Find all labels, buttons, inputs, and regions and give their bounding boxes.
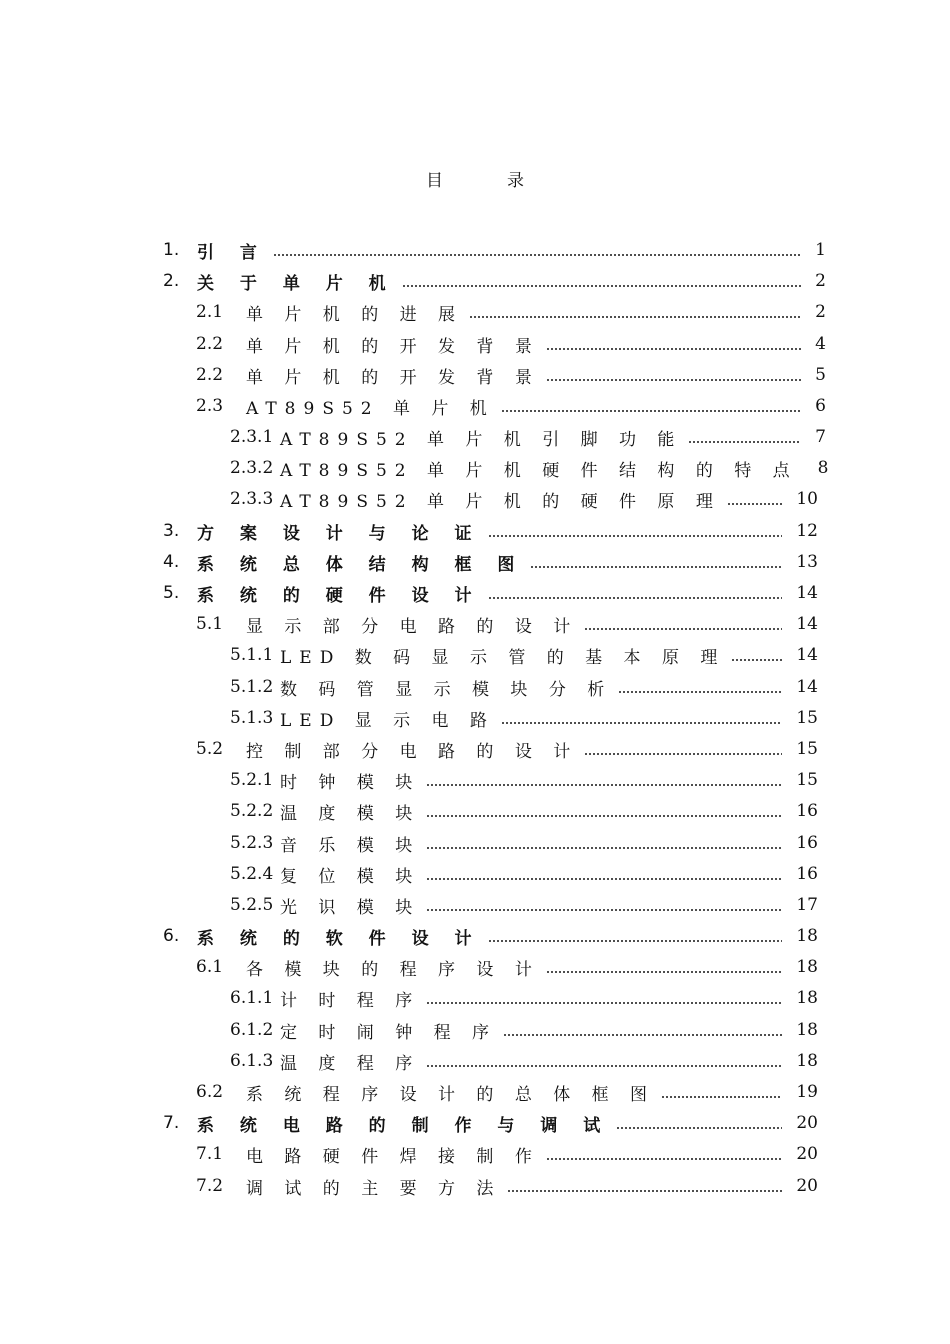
- toc-entry-page-number: 14: [796, 583, 818, 603]
- toc-entry-page-number: 20: [796, 1176, 818, 1196]
- toc-entry-page-number: 6: [815, 396, 826, 416]
- toc-entry[interactable]: [230, 893, 818, 917]
- toc-entry-title: 复 位 模 块: [280, 866, 421, 887]
- toc-entry-number: 5.1.3: [230, 708, 274, 728]
- toc-entry-page-number: 18: [796, 926, 818, 946]
- toc-entry-page-number: 1: [815, 240, 826, 260]
- dot-leader: [426, 784, 782, 786]
- toc-entry[interactable]: [163, 519, 818, 543]
- dot-leader: [501, 722, 782, 724]
- toc-entry[interactable]: [230, 487, 818, 511]
- toc-entry-page-number: 12: [796, 521, 818, 541]
- toc-entry-page-number: 13: [796, 552, 818, 572]
- toc-entry-number: 5.2.2: [230, 801, 274, 821]
- toc-entry-number: 5.2: [196, 739, 224, 759]
- toc-entry-title: AT89S52 单 片 机 引 脚 功 能: [280, 429, 683, 450]
- toc-entry-number: 7.1: [196, 1144, 224, 1164]
- toc-entry-title: 时 钟 模 块: [280, 772, 421, 793]
- toc-entry-title: 系 统 程 序 设 计 的 总 体 框 图: [246, 1084, 656, 1105]
- toc-entry-page-number: 16: [796, 801, 818, 821]
- toc-entry-number: 5.2.5: [230, 895, 274, 915]
- toc-entry-number: 6.1: [196, 957, 224, 977]
- toc-entry-title: 系 统 的 软 件 设 计: [197, 928, 482, 949]
- toc-entry[interactable]: [196, 300, 826, 324]
- toc-entry-title: 系 统 的 硬 件 设 计: [197, 585, 482, 606]
- toc-entry-number: 4.: [163, 552, 180, 572]
- toc-entry[interactable]: [230, 643, 818, 667]
- toc-entry-number: 2.3: [196, 396, 224, 416]
- toc-entry-page-number: 5: [815, 365, 826, 385]
- toc-entry-number: 6.: [163, 926, 180, 946]
- toc-entry-page-number: 10: [796, 489, 818, 509]
- toc-entry-title: 单 片 机 的 开 发 背 景: [246, 336, 540, 357]
- toc-entry-title: 单 片 机 的 进 展: [246, 304, 464, 325]
- dot-leader: [546, 379, 801, 381]
- toc-entry-number: 7.: [163, 1113, 180, 1133]
- dot-leader: [546, 1158, 783, 1160]
- toc-entry[interactable]: [230, 986, 818, 1010]
- toc-entry-title: 各 模 块 的 程 序 设 计: [246, 959, 540, 980]
- toc-entry[interactable]: [163, 238, 826, 262]
- dot-leader: [488, 597, 783, 599]
- toc-entry-page-number: 14: [796, 677, 818, 697]
- toc-entry[interactable]: [163, 550, 818, 574]
- toc-title-char-1: 目: [426, 171, 443, 191]
- toc-entry-page-number: 16: [796, 864, 818, 884]
- toc-entry-title: 电 路 硬 件 焊 接 制 作: [246, 1146, 540, 1167]
- toc-entry-page-number: 2: [815, 271, 826, 291]
- toc-entry-title: 音 乐 模 块: [280, 835, 421, 856]
- toc-entry[interactable]: [230, 862, 818, 886]
- toc-entry-number: 2.3.3: [230, 489, 274, 509]
- dot-leader: [426, 1002, 782, 1004]
- toc-entry[interactable]: [196, 612, 818, 636]
- dot-leader: [727, 503, 783, 505]
- toc-entry-number: 2.3.2: [230, 458, 274, 478]
- toc-entry-title: 关 于 单 片 机: [197, 273, 396, 294]
- toc-title: [0, 166, 950, 191]
- toc-entry[interactable]: [230, 706, 818, 730]
- toc-title-char-2: 录: [507, 171, 524, 191]
- toc-entry-title: LED 显 示 电 路: [280, 710, 495, 731]
- toc-entry-title: 计 时 程 序: [280, 990, 421, 1011]
- toc-entry-page-number: 15: [796, 739, 818, 759]
- toc-entry[interactable]: [196, 1142, 818, 1166]
- toc-entry-page-number: 4: [815, 334, 826, 354]
- toc-entry[interactable]: [163, 269, 826, 293]
- toc-entry-title: 定 时 闹 钟 程 序: [280, 1022, 498, 1043]
- toc-entry-number: 2.2: [196, 365, 224, 385]
- toc-entry[interactable]: [196, 363, 826, 387]
- dot-leader: [503, 1034, 782, 1036]
- toc-entry[interactable]: [196, 955, 818, 979]
- dot-leader: [426, 847, 782, 849]
- dot-leader: [426, 1065, 782, 1067]
- toc-entry-title: AT89S52 单 片 机: [246, 398, 495, 419]
- toc-entry-page-number: 17: [796, 895, 818, 915]
- toc-entry-title: 温 度 程 序: [280, 1053, 421, 1074]
- dot-leader: [731, 659, 782, 661]
- toc-entry-title: 光 识 模 块: [280, 897, 421, 918]
- toc-entry-number: 5.: [163, 583, 180, 603]
- toc-entry-number: 6.1.3: [230, 1051, 274, 1071]
- toc-entry-number: 5.1: [196, 614, 224, 634]
- toc-entry-number: 1.: [163, 240, 180, 260]
- toc-entry-title: 系 统 总 体 结 构 框 图: [197, 554, 525, 575]
- toc-entry[interactable]: [196, 394, 826, 418]
- toc-entry-number: 2.3.1: [230, 427, 274, 447]
- toc-entry-number: 5.1.1: [230, 645, 274, 665]
- toc-entry-page-number: 19: [796, 1082, 818, 1102]
- toc-entry-title: 方 案 设 计 与 论 证: [197, 523, 482, 544]
- toc-entry-title: AT89S52 单 片 机 的 硬 件 原 理: [280, 491, 721, 512]
- toc-entry-page-number: 7: [815, 427, 826, 447]
- toc-entry-page-number: 18: [796, 1051, 818, 1071]
- toc-entry-number: 5.2.1: [230, 770, 274, 790]
- toc-entry-page-number: 20: [796, 1144, 818, 1164]
- toc-entry-page-number: 14: [796, 645, 818, 665]
- toc-entry-number: 2.: [163, 271, 180, 291]
- dot-leader: [661, 1096, 782, 1098]
- toc-entry-title: 控 制 部 分 电 路 的 设 计: [246, 741, 579, 762]
- toc-entry[interactable]: [196, 737, 818, 761]
- toc-entry-number: 7.2: [196, 1176, 224, 1196]
- dot-leader: [546, 348, 801, 350]
- dot-leader: [426, 815, 782, 817]
- toc-entry-number: 5.2.4: [230, 864, 274, 884]
- toc-entry-title: LED 数 码 显 示 管 的 基 本 原 理: [280, 647, 726, 668]
- toc-entry[interactable]: [230, 1049, 818, 1073]
- dot-leader: [488, 940, 783, 942]
- toc-entry-title: 显 示 部 分 电 路 的 设 计: [246, 616, 579, 637]
- dot-leader: [584, 753, 782, 755]
- toc-entry-page-number: 15: [796, 708, 818, 728]
- toc-entry-title: 调 试 的 主 要 方 法: [246, 1178, 502, 1199]
- toc-entry-page-number: 20: [796, 1113, 818, 1133]
- toc-entry[interactable]: [230, 831, 818, 855]
- toc-entry[interactable]: [196, 1174, 818, 1198]
- toc-entry[interactable]: [230, 768, 818, 792]
- toc-entry-title: 引 言: [197, 242, 267, 263]
- toc-entry-page-number: 18: [796, 957, 818, 977]
- toc-entry[interactable]: [230, 675, 818, 699]
- toc-entry[interactable]: [230, 799, 818, 823]
- toc-entry[interactable]: [230, 1018, 818, 1042]
- toc-entry-page-number: 14: [796, 614, 818, 634]
- toc-entry-number: 3.: [163, 521, 180, 541]
- toc-entry-number: 6.1.2: [230, 1020, 274, 1040]
- toc-entry-page-number: 15: [796, 770, 818, 790]
- toc-entry-number: 5.2.3: [230, 833, 274, 853]
- dot-leader: [616, 1127, 782, 1129]
- toc-entry[interactable]: [196, 1080, 818, 1104]
- toc-entry[interactable]: [163, 924, 818, 948]
- dot-leader: [584, 628, 782, 630]
- dot-leader: [402, 285, 801, 287]
- toc-entry-title: 温 度 模 块: [280, 803, 421, 824]
- dot-leader: [501, 410, 801, 412]
- toc-entry-page-number: 16: [796, 833, 818, 853]
- dot-leader: [469, 316, 801, 318]
- toc-entry-number: 2.2: [196, 334, 224, 354]
- dot-leader: [273, 254, 801, 256]
- toc-entry[interactable]: [230, 456, 829, 481]
- toc-entry[interactable]: [230, 425, 826, 449]
- toc-entry-number: 5.1.2: [230, 677, 274, 697]
- toc-entry-number: 6.2: [196, 1082, 224, 1102]
- dot-leader: [426, 878, 782, 880]
- toc-entry-page-number: 18: [796, 1020, 818, 1040]
- dot-leader: [488, 535, 783, 537]
- toc-entry[interactable]: [196, 332, 826, 356]
- toc-entry-title: 单 片 机 的 开 发 背 景: [246, 367, 540, 388]
- toc-entry[interactable]: [163, 1111, 818, 1135]
- dot-leader: [546, 971, 783, 973]
- toc-entry-title: 系 统 电 路 的 制 作 与 调 试: [197, 1115, 611, 1136]
- toc-entry-title: 数 码 管 显 示 模 块 分 析: [280, 679, 613, 700]
- dot-leader: [618, 691, 782, 693]
- toc-entry-page-number: 8: [817, 458, 829, 478]
- dot-leader: [530, 566, 782, 568]
- toc-entry-page-number: 2: [815, 302, 826, 322]
- toc-entry-page-number: 18: [796, 988, 818, 1008]
- toc-entry-number: 6.1.1: [230, 988, 274, 1008]
- dot-leader: [688, 441, 801, 443]
- toc-entry[interactable]: [163, 581, 818, 605]
- dot-leader: [507, 1190, 782, 1192]
- dot-leader: [426, 909, 782, 911]
- toc-entry-number: 2.1: [196, 302, 224, 322]
- toc-entry-title: AT89S52 单 片 机 硬 件 结 构 的 特 点: [280, 460, 798, 481]
